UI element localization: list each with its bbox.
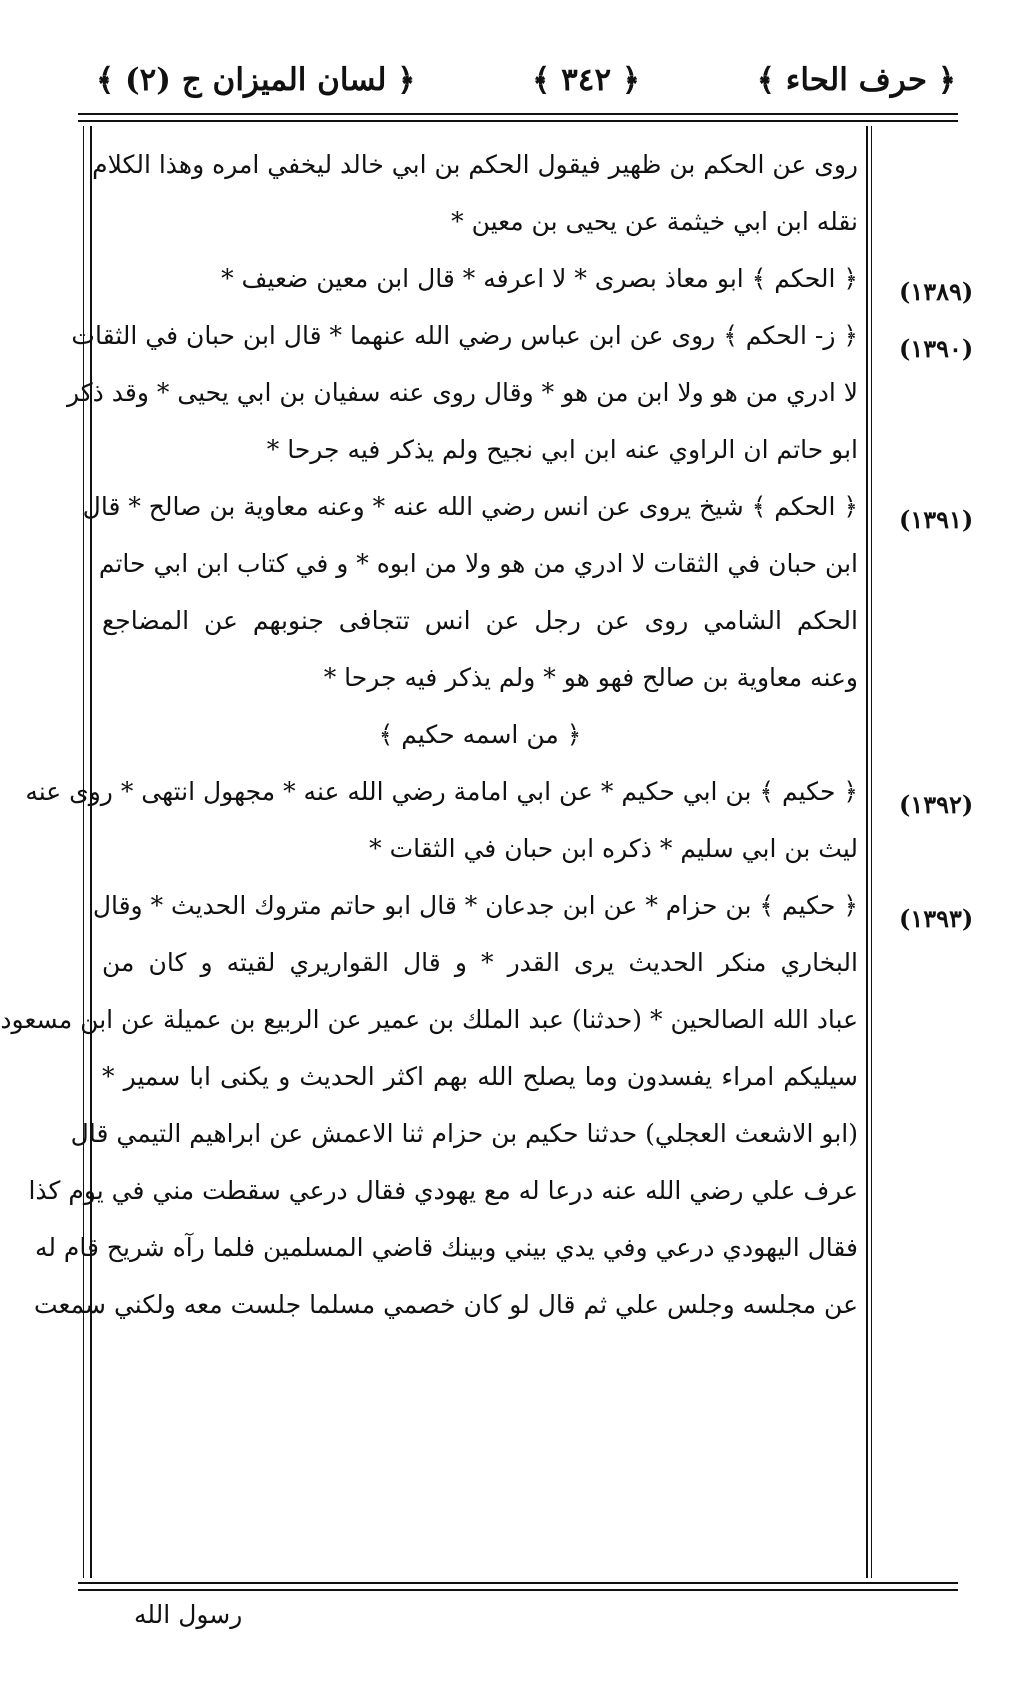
text-line: ابو حاتم ان الراوي عنه ابن ابي نجيح ولم يذكر فيه جرحا * bbox=[266, 435, 858, 464]
running-header bbox=[96, 52, 956, 108]
entry-line: ﴿ حكيم ﴾ بن حزام * عن ابن جدعان * قال ابو حاتم متروك الحديث * وقال bbox=[92, 891, 858, 920]
section-heading: ﴿ من اسمه حكيم ﴾ bbox=[378, 720, 582, 749]
bottom-rule bbox=[78, 1582, 958, 1584]
text-line: ليث بن ابي سليم * ذكره ابن حبان في الثقات * bbox=[369, 834, 858, 863]
text-line: عن مجلسه وجلس علي ثم قال لو كان خصمي مسلما جلست معه ولكني سمعت bbox=[34, 1290, 858, 1319]
text-line: نقله ابن ابي خيثمة عن يحيى بن معين * bbox=[451, 207, 858, 236]
text-line: الحكم الشامي روى عن رجل عن انس تتجافى جنوبهم عن المضاجع bbox=[102, 606, 858, 635]
entry-line: ﴿ ز- الحكم ﴾ روى عن ابن عباس رضي الله عنهما * قال ابن حبان في الثقات bbox=[71, 321, 858, 350]
entry-number-1391: (١٣٩١) bbox=[899, 505, 974, 534]
entry-line: ﴿ حكيم ﴾ بن ابي حكيم * عن ابي امامة رضي الله عنه * مجهول انتهى * روى عنه bbox=[25, 777, 858, 806]
entry-number-1392: (١٣٩٢) bbox=[899, 790, 974, 819]
frame-line-right bbox=[871, 126, 872, 1578]
text-column bbox=[0, 136, 858, 1333]
text-line: وعنه معاوية بن صالح فهو هو * ولم يذكر فيه جرحا * bbox=[323, 663, 858, 692]
header-book-title: ﴿ لسان الميزان ج (٢) ﴾ bbox=[96, 62, 416, 98]
entry-number-1389: (١٣٨٩) bbox=[899, 277, 974, 306]
text-line: ابن حبان في الثقات لا ادري من هو ولا من ابوه * و في كتاب ابن ابي حاتم bbox=[98, 549, 858, 578]
text-line: البخاري منكر الحديث يرى القدر * و قال القواريري لقيته و كان من bbox=[102, 948, 858, 977]
entry-number-1393: (١٣٩٣) bbox=[899, 904, 974, 933]
entry-line: ﴿ الحكم ﴾ ابو معاذ بصرى * لا اعرفه * قال ابن معين ضعيف * bbox=[221, 264, 858, 293]
text-line: روى عن الحكم بن ظهير فيقول الحكم بن ابي خالد ليخفي امره وهذا الكلام bbox=[92, 150, 858, 179]
catchword: رسول الله bbox=[134, 1600, 243, 1629]
text-line: لا ادري من هو ولا ابن من هو * وقال روى عنه سفيان بن ابي يحيى * وقد ذكر bbox=[66, 378, 858, 407]
header-page-number: ﴿ ٣٤٢ ﴾ bbox=[532, 62, 641, 98]
bottom-rule-inner bbox=[78, 1589, 958, 1591]
header-chapter-title: ﴿ حرف الحاء ﴾ bbox=[756, 62, 956, 98]
entry-number-1390: (١٣٩٠) bbox=[899, 334, 974, 363]
text-line: سيليكم امراء يفسدون وما يصلح الله بهم اكثر الحديث و يكنى ابا سمير * bbox=[102, 1062, 858, 1091]
entry-line: ﴿ الحكم ﴾ شيخ يروى عن انس رضي الله عنه * وعنه معاوية بن صالح * قال bbox=[82, 492, 858, 521]
text-line: (ابو الاشعث العجلي) حدثنا حكيم بن حزام ثنا الاعمش عن ابراهيم التيمي قال bbox=[70, 1119, 858, 1148]
top-rule-inner bbox=[78, 120, 958, 122]
text-line: عباد الله الصالحين * (حدثنا) عبد الملك بن عمير عن الربيع بن عميلة عن ابن مسعود bbox=[0, 1005, 858, 1034]
top-rule bbox=[78, 113, 958, 115]
text-line: عرف علي رضي الله عنه درعا له مع يهودي فقال درعي سقطت مني في يوم كذا bbox=[28, 1176, 858, 1205]
text-line: فقال اليهودي درعي وفي يدي بيني وبينك قاضي المسلمين فلما رآه شريح قام له bbox=[34, 1233, 858, 1262]
